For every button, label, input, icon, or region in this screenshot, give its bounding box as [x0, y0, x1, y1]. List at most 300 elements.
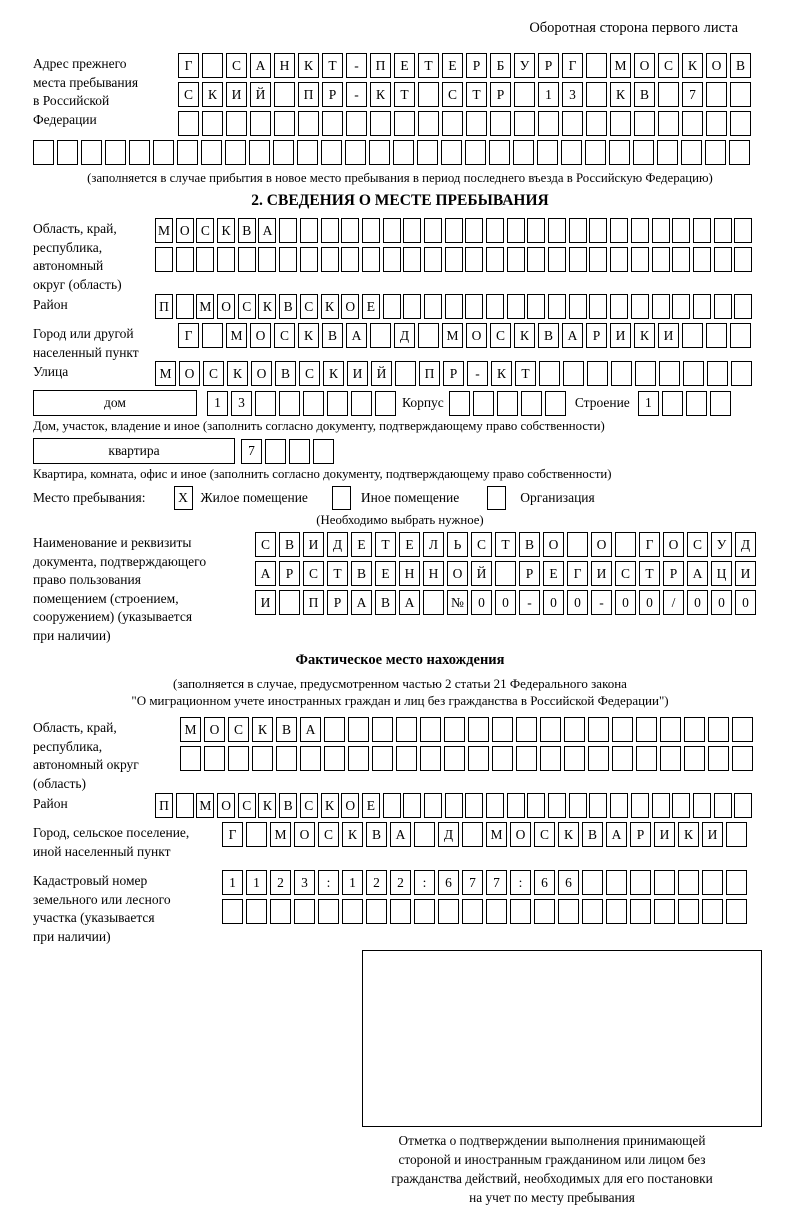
char-box[interactable]: Ь: [447, 532, 468, 557]
char-box[interactable]: [396, 746, 417, 771]
char-box[interactable]: [672, 294, 690, 319]
char-box[interactable]: В: [276, 717, 297, 742]
char-box[interactable]: О: [217, 793, 235, 818]
char-box[interactable]: [527, 218, 545, 243]
char-box[interactable]: Н: [423, 561, 444, 586]
char-box[interactable]: [567, 532, 588, 557]
char-box[interactable]: А: [399, 590, 420, 615]
char-box[interactable]: [383, 247, 401, 272]
char-box[interactable]: [204, 746, 225, 771]
char-box[interactable]: 0: [615, 590, 636, 615]
char-box[interactable]: О: [217, 294, 235, 319]
char-box[interactable]: [588, 717, 609, 742]
char-box[interactable]: Т: [515, 361, 536, 386]
kadastr-row-1[interactable]: [222, 870, 800, 895]
char-box[interactable]: Е: [362, 294, 380, 319]
char-box[interactable]: [561, 140, 582, 165]
char-box[interactable]: [734, 247, 752, 272]
char-box[interactable]: [196, 247, 214, 272]
char-box[interactable]: [418, 82, 439, 107]
char-box[interactable]: [635, 361, 656, 386]
char-box[interactable]: Г: [567, 561, 588, 586]
char-box[interactable]: Р: [630, 822, 651, 847]
char-box[interactable]: Е: [543, 561, 564, 586]
char-box[interactable]: С: [300, 294, 318, 319]
char-box[interactable]: [274, 82, 295, 107]
char-box[interactable]: [252, 746, 273, 771]
char-box[interactable]: [521, 391, 542, 416]
char-box[interactable]: [466, 111, 487, 136]
char-box[interactable]: [383, 793, 401, 818]
char-box[interactable]: В: [366, 822, 387, 847]
char-box[interactable]: -: [467, 361, 488, 386]
char-box[interactable]: 1: [222, 870, 243, 895]
char-box[interactable]: [324, 717, 345, 742]
dom-type-box[interactable]: дом: [33, 390, 197, 416]
char-box[interactable]: 7: [486, 870, 507, 895]
char-box[interactable]: О: [341, 793, 359, 818]
char-box[interactable]: У: [514, 53, 535, 78]
char-box[interactable]: А: [606, 822, 627, 847]
char-box[interactable]: [238, 247, 256, 272]
oblast-row-2[interactable]: [155, 247, 800, 272]
char-box[interactable]: [516, 746, 537, 771]
char-box[interactable]: [449, 391, 470, 416]
char-box[interactable]: [414, 899, 435, 924]
char-box[interactable]: [369, 140, 390, 165]
char-box[interactable]: [351, 391, 372, 416]
char-box[interactable]: [445, 793, 463, 818]
char-box[interactable]: [403, 294, 421, 319]
char-box[interactable]: [682, 323, 703, 348]
char-box[interactable]: [497, 391, 518, 416]
char-box[interactable]: [495, 561, 516, 586]
char-box[interactable]: [225, 140, 246, 165]
char-box[interactable]: Р: [443, 361, 464, 386]
char-box[interactable]: С: [238, 793, 256, 818]
char-box[interactable]: О: [466, 323, 487, 348]
char-box[interactable]: Т: [639, 561, 660, 586]
char-box[interactable]: [274, 111, 295, 136]
stroenie-row[interactable]: [638, 391, 734, 416]
prev-address-row-4[interactable]: [33, 140, 800, 165]
char-box[interactable]: [327, 391, 348, 416]
char-box[interactable]: Р: [663, 561, 684, 586]
char-box[interactable]: [250, 111, 271, 136]
char-box[interactable]: Г: [222, 822, 243, 847]
char-box[interactable]: [569, 793, 587, 818]
char-box[interactable]: [396, 717, 417, 742]
char-box[interactable]: [540, 746, 561, 771]
char-box[interactable]: [588, 746, 609, 771]
char-box[interactable]: Т: [327, 561, 348, 586]
char-box[interactable]: [465, 793, 483, 818]
char-box[interactable]: [375, 391, 396, 416]
char-box[interactable]: [564, 746, 585, 771]
char-box[interactable]: М: [610, 53, 631, 78]
char-box[interactable]: [510, 899, 531, 924]
char-box[interactable]: Р: [322, 82, 343, 107]
char-box[interactable]: К: [491, 361, 512, 386]
char-box[interactable]: [176, 294, 194, 319]
prev-address-row-2[interactable]: [178, 82, 800, 107]
char-box[interactable]: К: [514, 323, 535, 348]
char-box[interactable]: [714, 793, 732, 818]
char-box[interactable]: [612, 746, 633, 771]
char-box[interactable]: [693, 793, 711, 818]
char-box[interactable]: [294, 899, 315, 924]
char-box[interactable]: [562, 111, 583, 136]
char-box[interactable]: П: [155, 294, 173, 319]
char-box[interactable]: О: [294, 822, 315, 847]
char-box[interactable]: [202, 53, 223, 78]
char-box[interactable]: [569, 294, 587, 319]
char-box[interactable]: [548, 218, 566, 243]
char-box[interactable]: П: [370, 53, 391, 78]
char-box[interactable]: [657, 140, 678, 165]
gorod-row[interactable]: [178, 323, 800, 348]
char-box[interactable]: И: [658, 323, 679, 348]
char-box[interactable]: [303, 391, 324, 416]
char-box[interactable]: [279, 247, 297, 272]
char-box[interactable]: [180, 746, 201, 771]
char-box[interactable]: [342, 899, 363, 924]
char-box[interactable]: М: [196, 294, 214, 319]
char-box[interactable]: [486, 247, 504, 272]
char-box[interactable]: [611, 361, 632, 386]
char-box[interactable]: Е: [375, 561, 396, 586]
char-box[interactable]: [346, 111, 367, 136]
doc-row-2[interactable]: [255, 561, 800, 586]
char-box[interactable]: Г: [178, 53, 199, 78]
char-box[interactable]: [423, 590, 444, 615]
char-box[interactable]: В: [279, 793, 297, 818]
char-box[interactable]: [176, 793, 194, 818]
char-box[interactable]: К: [321, 294, 339, 319]
char-box[interactable]: [279, 590, 300, 615]
char-box[interactable]: [705, 140, 726, 165]
char-box[interactable]: Р: [538, 53, 559, 78]
char-box[interactable]: К: [342, 822, 363, 847]
char-box[interactable]: [383, 294, 401, 319]
char-box[interactable]: П: [419, 361, 440, 386]
char-box[interactable]: Т: [375, 532, 396, 557]
char-box[interactable]: [370, 323, 391, 348]
char-box[interactable]: С: [203, 361, 224, 386]
char-box[interactable]: [610, 793, 628, 818]
char-box[interactable]: И: [255, 590, 276, 615]
char-box[interactable]: [468, 717, 489, 742]
char-box[interactable]: Н: [274, 53, 295, 78]
char-box[interactable]: В: [351, 561, 372, 586]
char-box[interactable]: [424, 247, 442, 272]
char-box[interactable]: 1: [538, 82, 559, 107]
char-box[interactable]: В: [322, 323, 343, 348]
char-box[interactable]: [321, 247, 339, 272]
char-box[interactable]: [228, 746, 249, 771]
char-box[interactable]: С: [299, 361, 320, 386]
char-box[interactable]: 0: [495, 590, 516, 615]
char-box[interactable]: 0: [471, 590, 492, 615]
char-box[interactable]: [606, 870, 627, 895]
char-box[interactable]: [563, 361, 584, 386]
char-box[interactable]: У: [711, 532, 732, 557]
char-box[interactable]: [394, 111, 415, 136]
char-box[interactable]: [279, 218, 297, 243]
prev-address-row-1[interactable]: [178, 53, 800, 78]
char-box[interactable]: [249, 140, 270, 165]
char-box[interactable]: О: [341, 294, 359, 319]
oblast-row-1[interactable]: [155, 218, 800, 243]
char-box[interactable]: А: [390, 822, 411, 847]
char-box[interactable]: Д: [735, 532, 756, 557]
char-box[interactable]: 1: [638, 391, 659, 416]
char-box[interactable]: [444, 717, 465, 742]
char-box[interactable]: 2: [366, 870, 387, 895]
char-box[interactable]: [636, 717, 657, 742]
char-box[interactable]: С: [471, 532, 492, 557]
char-box[interactable]: В: [538, 323, 559, 348]
char-box[interactable]: №: [447, 590, 468, 615]
prev-address-row-3[interactable]: [178, 111, 800, 136]
char-box[interactable]: [672, 218, 690, 243]
char-box[interactable]: [155, 247, 173, 272]
char-box[interactable]: С: [658, 53, 679, 78]
char-box[interactable]: Р: [279, 561, 300, 586]
char-box[interactable]: [681, 140, 702, 165]
char-box[interactable]: [630, 870, 651, 895]
char-box[interactable]: [129, 140, 150, 165]
char-box[interactable]: Ц: [711, 561, 732, 586]
char-box[interactable]: К: [202, 82, 223, 107]
char-box[interactable]: К: [682, 53, 703, 78]
char-box[interactable]: [442, 111, 463, 136]
char-box[interactable]: [538, 111, 559, 136]
char-box[interactable]: П: [303, 590, 324, 615]
char-box[interactable]: [734, 294, 752, 319]
char-box[interactable]: В: [275, 361, 296, 386]
char-box[interactable]: [589, 294, 607, 319]
char-box[interactable]: [609, 140, 630, 165]
char-box[interactable]: К: [610, 82, 631, 107]
char-box[interactable]: М: [155, 361, 176, 386]
char-box[interactable]: [279, 391, 300, 416]
char-box[interactable]: С: [687, 532, 708, 557]
char-box[interactable]: [678, 870, 699, 895]
char-box[interactable]: [652, 793, 670, 818]
char-box[interactable]: [465, 218, 483, 243]
char-box[interactable]: 0: [639, 590, 660, 615]
char-box[interactable]: [589, 793, 607, 818]
char-box[interactable]: К: [634, 323, 655, 348]
char-box[interactable]: [372, 746, 393, 771]
char-box[interactable]: :: [318, 870, 339, 895]
char-box[interactable]: [654, 899, 675, 924]
char-box[interactable]: К: [321, 793, 339, 818]
char-box[interactable]: 0: [567, 590, 588, 615]
char-box[interactable]: [507, 294, 525, 319]
char-box[interactable]: С: [196, 218, 214, 243]
char-box[interactable]: [729, 140, 750, 165]
char-box[interactable]: [726, 870, 747, 895]
char-box[interactable]: [686, 391, 707, 416]
char-box[interactable]: [636, 746, 657, 771]
char-box[interactable]: [662, 391, 683, 416]
char-box[interactable]: [300, 247, 318, 272]
char-box[interactable]: [465, 294, 483, 319]
char-box[interactable]: С: [255, 532, 276, 557]
char-box[interactable]: [348, 746, 369, 771]
char-box[interactable]: С: [490, 323, 511, 348]
char-box[interactable]: 6: [534, 870, 555, 895]
rayon-row[interactable]: [155, 294, 800, 319]
char-box[interactable]: М: [155, 218, 173, 243]
char-box[interactable]: И: [702, 822, 723, 847]
char-box[interactable]: 3: [294, 870, 315, 895]
char-box[interactable]: [633, 140, 654, 165]
char-box[interactable]: К: [678, 822, 699, 847]
char-box[interactable]: [390, 899, 411, 924]
char-box[interactable]: С: [238, 294, 256, 319]
char-box[interactable]: [403, 218, 421, 243]
char-box[interactable]: М: [196, 793, 214, 818]
char-box[interactable]: Р: [490, 82, 511, 107]
char-box[interactable]: [202, 111, 223, 136]
char-box[interactable]: [589, 247, 607, 272]
char-box[interactable]: [734, 218, 752, 243]
char-box[interactable]: [513, 140, 534, 165]
char-box[interactable]: К: [370, 82, 391, 107]
char-box[interactable]: Т: [322, 53, 343, 78]
char-box[interactable]: [445, 247, 463, 272]
char-box[interactable]: [652, 218, 670, 243]
char-box[interactable]: Е: [394, 53, 415, 78]
char-box[interactable]: [201, 140, 222, 165]
char-box[interactable]: Т: [418, 53, 439, 78]
char-box[interactable]: О: [251, 361, 272, 386]
char-box[interactable]: [706, 323, 727, 348]
fact-oblast-row-1[interactable]: [180, 717, 800, 742]
char-box[interactable]: 6: [558, 870, 579, 895]
char-box[interactable]: [313, 439, 334, 464]
char-box[interactable]: К: [258, 294, 276, 319]
char-box[interactable]: М: [180, 717, 201, 742]
char-box[interactable]: [682, 111, 703, 136]
char-box[interactable]: К: [252, 717, 273, 742]
char-box[interactable]: Г: [639, 532, 660, 557]
char-box[interactable]: С: [274, 323, 295, 348]
char-box[interactable]: [298, 111, 319, 136]
char-box[interactable]: [631, 793, 649, 818]
char-box[interactable]: [726, 899, 747, 924]
char-box[interactable]: [177, 140, 198, 165]
char-box[interactable]: [258, 247, 276, 272]
char-box[interactable]: [545, 391, 566, 416]
char-box[interactable]: И: [303, 532, 324, 557]
char-box[interactable]: [420, 717, 441, 742]
char-box[interactable]: А: [250, 53, 271, 78]
char-box[interactable]: К: [298, 53, 319, 78]
char-box[interactable]: [672, 793, 690, 818]
char-box[interactable]: А: [562, 323, 583, 348]
char-box[interactable]: Р: [586, 323, 607, 348]
char-box[interactable]: В: [730, 53, 751, 78]
char-box[interactable]: 2: [270, 870, 291, 895]
char-box[interactable]: [486, 218, 504, 243]
char-box[interactable]: [726, 822, 747, 847]
char-box[interactable]: [606, 899, 627, 924]
char-box[interactable]: [730, 111, 751, 136]
char-box[interactable]: -: [346, 82, 367, 107]
char-box[interactable]: [586, 53, 607, 78]
char-box[interactable]: [658, 111, 679, 136]
char-box[interactable]: [537, 140, 558, 165]
char-box[interactable]: [652, 294, 670, 319]
char-box[interactable]: Е: [442, 53, 463, 78]
char-box[interactable]: [473, 391, 494, 416]
char-box[interactable]: [492, 746, 513, 771]
char-box[interactable]: Н: [399, 561, 420, 586]
char-box[interactable]: [324, 746, 345, 771]
char-box[interactable]: [441, 140, 462, 165]
char-box[interactable]: [610, 218, 628, 243]
char-box[interactable]: /: [663, 590, 684, 615]
char-box[interactable]: [658, 82, 679, 107]
char-box[interactable]: [202, 323, 223, 348]
char-box[interactable]: [321, 140, 342, 165]
char-box[interactable]: [424, 218, 442, 243]
char-box[interactable]: [273, 140, 294, 165]
char-box[interactable]: [652, 247, 670, 272]
char-box[interactable]: [672, 247, 690, 272]
ulitsa-row[interactable]: [155, 361, 800, 386]
char-box[interactable]: [255, 391, 276, 416]
char-box[interactable]: [300, 746, 321, 771]
char-box[interactable]: С: [442, 82, 463, 107]
char-box[interactable]: О: [250, 323, 271, 348]
char-box[interactable]: [702, 899, 723, 924]
char-box[interactable]: [660, 746, 681, 771]
char-box[interactable]: [683, 361, 704, 386]
char-box[interactable]: -: [591, 590, 612, 615]
char-box[interactable]: О: [176, 218, 194, 243]
char-box[interactable]: 7: [462, 870, 483, 895]
char-box[interactable]: [445, 294, 463, 319]
char-box[interactable]: 0: [711, 590, 732, 615]
fact-gorod-row[interactable]: [222, 822, 800, 847]
char-box[interactable]: А: [300, 717, 321, 742]
char-box[interactable]: М: [270, 822, 291, 847]
char-box[interactable]: [383, 218, 401, 243]
char-box[interactable]: С: [615, 561, 636, 586]
char-box[interactable]: В: [582, 822, 603, 847]
char-box[interactable]: [270, 899, 291, 924]
char-box[interactable]: М: [486, 822, 507, 847]
char-box[interactable]: О: [510, 822, 531, 847]
char-box[interactable]: [176, 247, 194, 272]
char-box[interactable]: [414, 822, 435, 847]
char-box[interactable]: В: [519, 532, 540, 557]
char-box[interactable]: [734, 793, 752, 818]
char-box[interactable]: [321, 218, 339, 243]
char-box[interactable]: [362, 247, 380, 272]
char-box[interactable]: [569, 247, 587, 272]
char-box[interactable]: И: [610, 323, 631, 348]
char-box[interactable]: [714, 218, 732, 243]
char-box[interactable]: И: [654, 822, 675, 847]
char-box[interactable]: Д: [438, 822, 459, 847]
char-box[interactable]: [341, 247, 359, 272]
